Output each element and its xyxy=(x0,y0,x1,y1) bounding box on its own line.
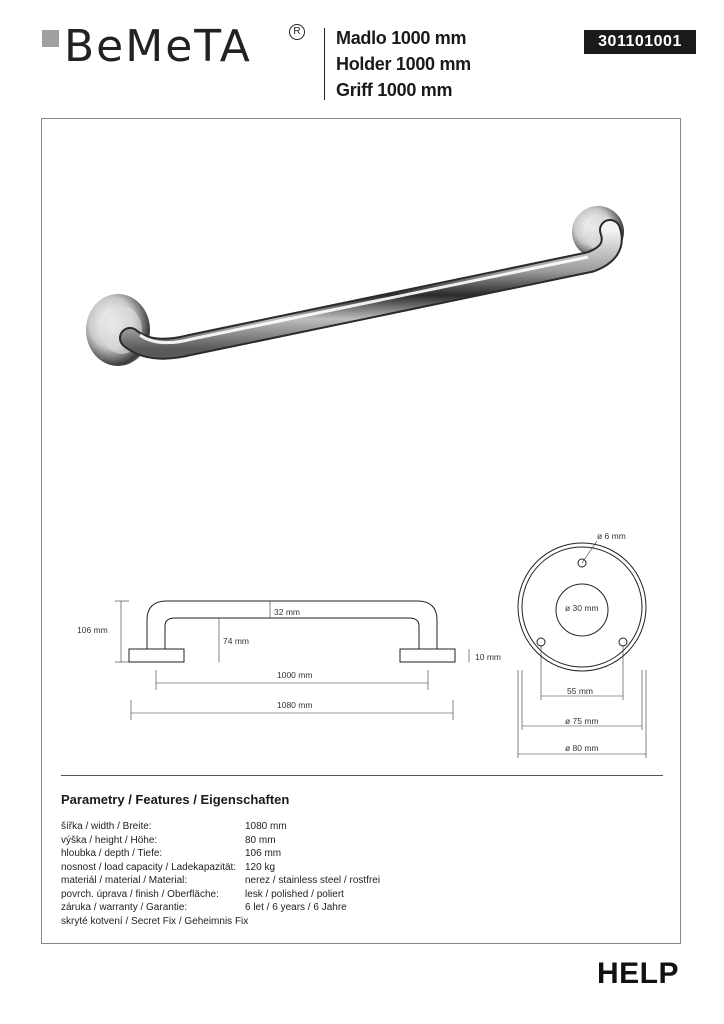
dim-length-total: 1080 mm xyxy=(277,700,313,710)
title-english: Holder 1000 mm xyxy=(336,54,471,74)
specs-list xyxy=(61,820,661,928)
spec-value: 6 let / 6 years / 6 Jahre xyxy=(245,902,347,913)
spec-row xyxy=(61,820,661,834)
spec-label: povrch. úprava / finish / Oberfläche: xyxy=(61,888,219,900)
product-code: 301101001 xyxy=(584,30,696,54)
spec-row xyxy=(61,834,661,848)
spec-value: 1080 mm xyxy=(245,821,287,832)
dim-depth: 106 mm xyxy=(77,625,108,635)
spec-row xyxy=(61,847,661,861)
spec-label: hloubka / depth / Tiefe: xyxy=(61,848,163,859)
dim-base-outer: ø 80 mm xyxy=(565,743,599,753)
specs-heading: Parametry / Features / Eigenschaften xyxy=(61,792,290,807)
spec-value: 106 mm xyxy=(245,848,282,859)
spec-value: 120 kg xyxy=(245,861,276,873)
dim-tube-offset: 32 mm xyxy=(274,607,300,617)
spec-row xyxy=(61,888,661,902)
spec-row xyxy=(61,861,661,875)
dim-base-thickness: 10 mm xyxy=(475,652,501,662)
spec-value: lesk / polished / poliert xyxy=(245,888,344,900)
right-base xyxy=(400,649,455,662)
product-image xyxy=(70,190,650,380)
spec-row xyxy=(61,874,661,888)
title-czech: Madlo 1000 mm xyxy=(336,28,467,48)
grab-bar xyxy=(130,230,612,349)
technical-drawing xyxy=(41,520,681,770)
dim-base-inner: ø 75 mm xyxy=(565,716,599,726)
spec-row xyxy=(61,915,661,929)
dim-inner-circle: ø 30 mm xyxy=(565,603,599,613)
spec-value: nerez / stainless steel / rostfrei xyxy=(245,875,381,886)
series-name: HELP xyxy=(597,957,680,990)
spec-label: nosnost / load capacity / Ladekapazität: xyxy=(61,861,237,873)
registered-mark: R xyxy=(289,24,305,40)
bar-outline-inner xyxy=(165,618,419,649)
dim-height-clear: 74 mm xyxy=(223,636,249,646)
dim-hole-spacing: 55 mm xyxy=(567,686,593,696)
title-divider xyxy=(324,28,325,100)
brand-logo: BeMeTA xyxy=(64,21,252,72)
dim-screw-hole: ø 6 mm xyxy=(597,531,626,541)
spec-label: materiál / material / Material: xyxy=(61,875,188,886)
left-base xyxy=(129,649,184,662)
dim-length-inner: 1000 mm xyxy=(277,670,313,680)
section-divider xyxy=(61,775,663,776)
spec-label: skryté kotvení / Secret Fix / Geheimnis Fix xyxy=(61,915,249,927)
spec-value: 80 mm xyxy=(245,834,276,846)
title-german: Griff 1000 mm xyxy=(336,80,453,100)
spec-label: záruka / warranty / Garantie: xyxy=(61,902,188,913)
spec-label: výška / height / Höhe: xyxy=(61,834,158,846)
spec-row xyxy=(61,901,661,915)
spec-label: šířka / width / Breite: xyxy=(61,821,152,832)
logo-mark xyxy=(42,30,59,47)
